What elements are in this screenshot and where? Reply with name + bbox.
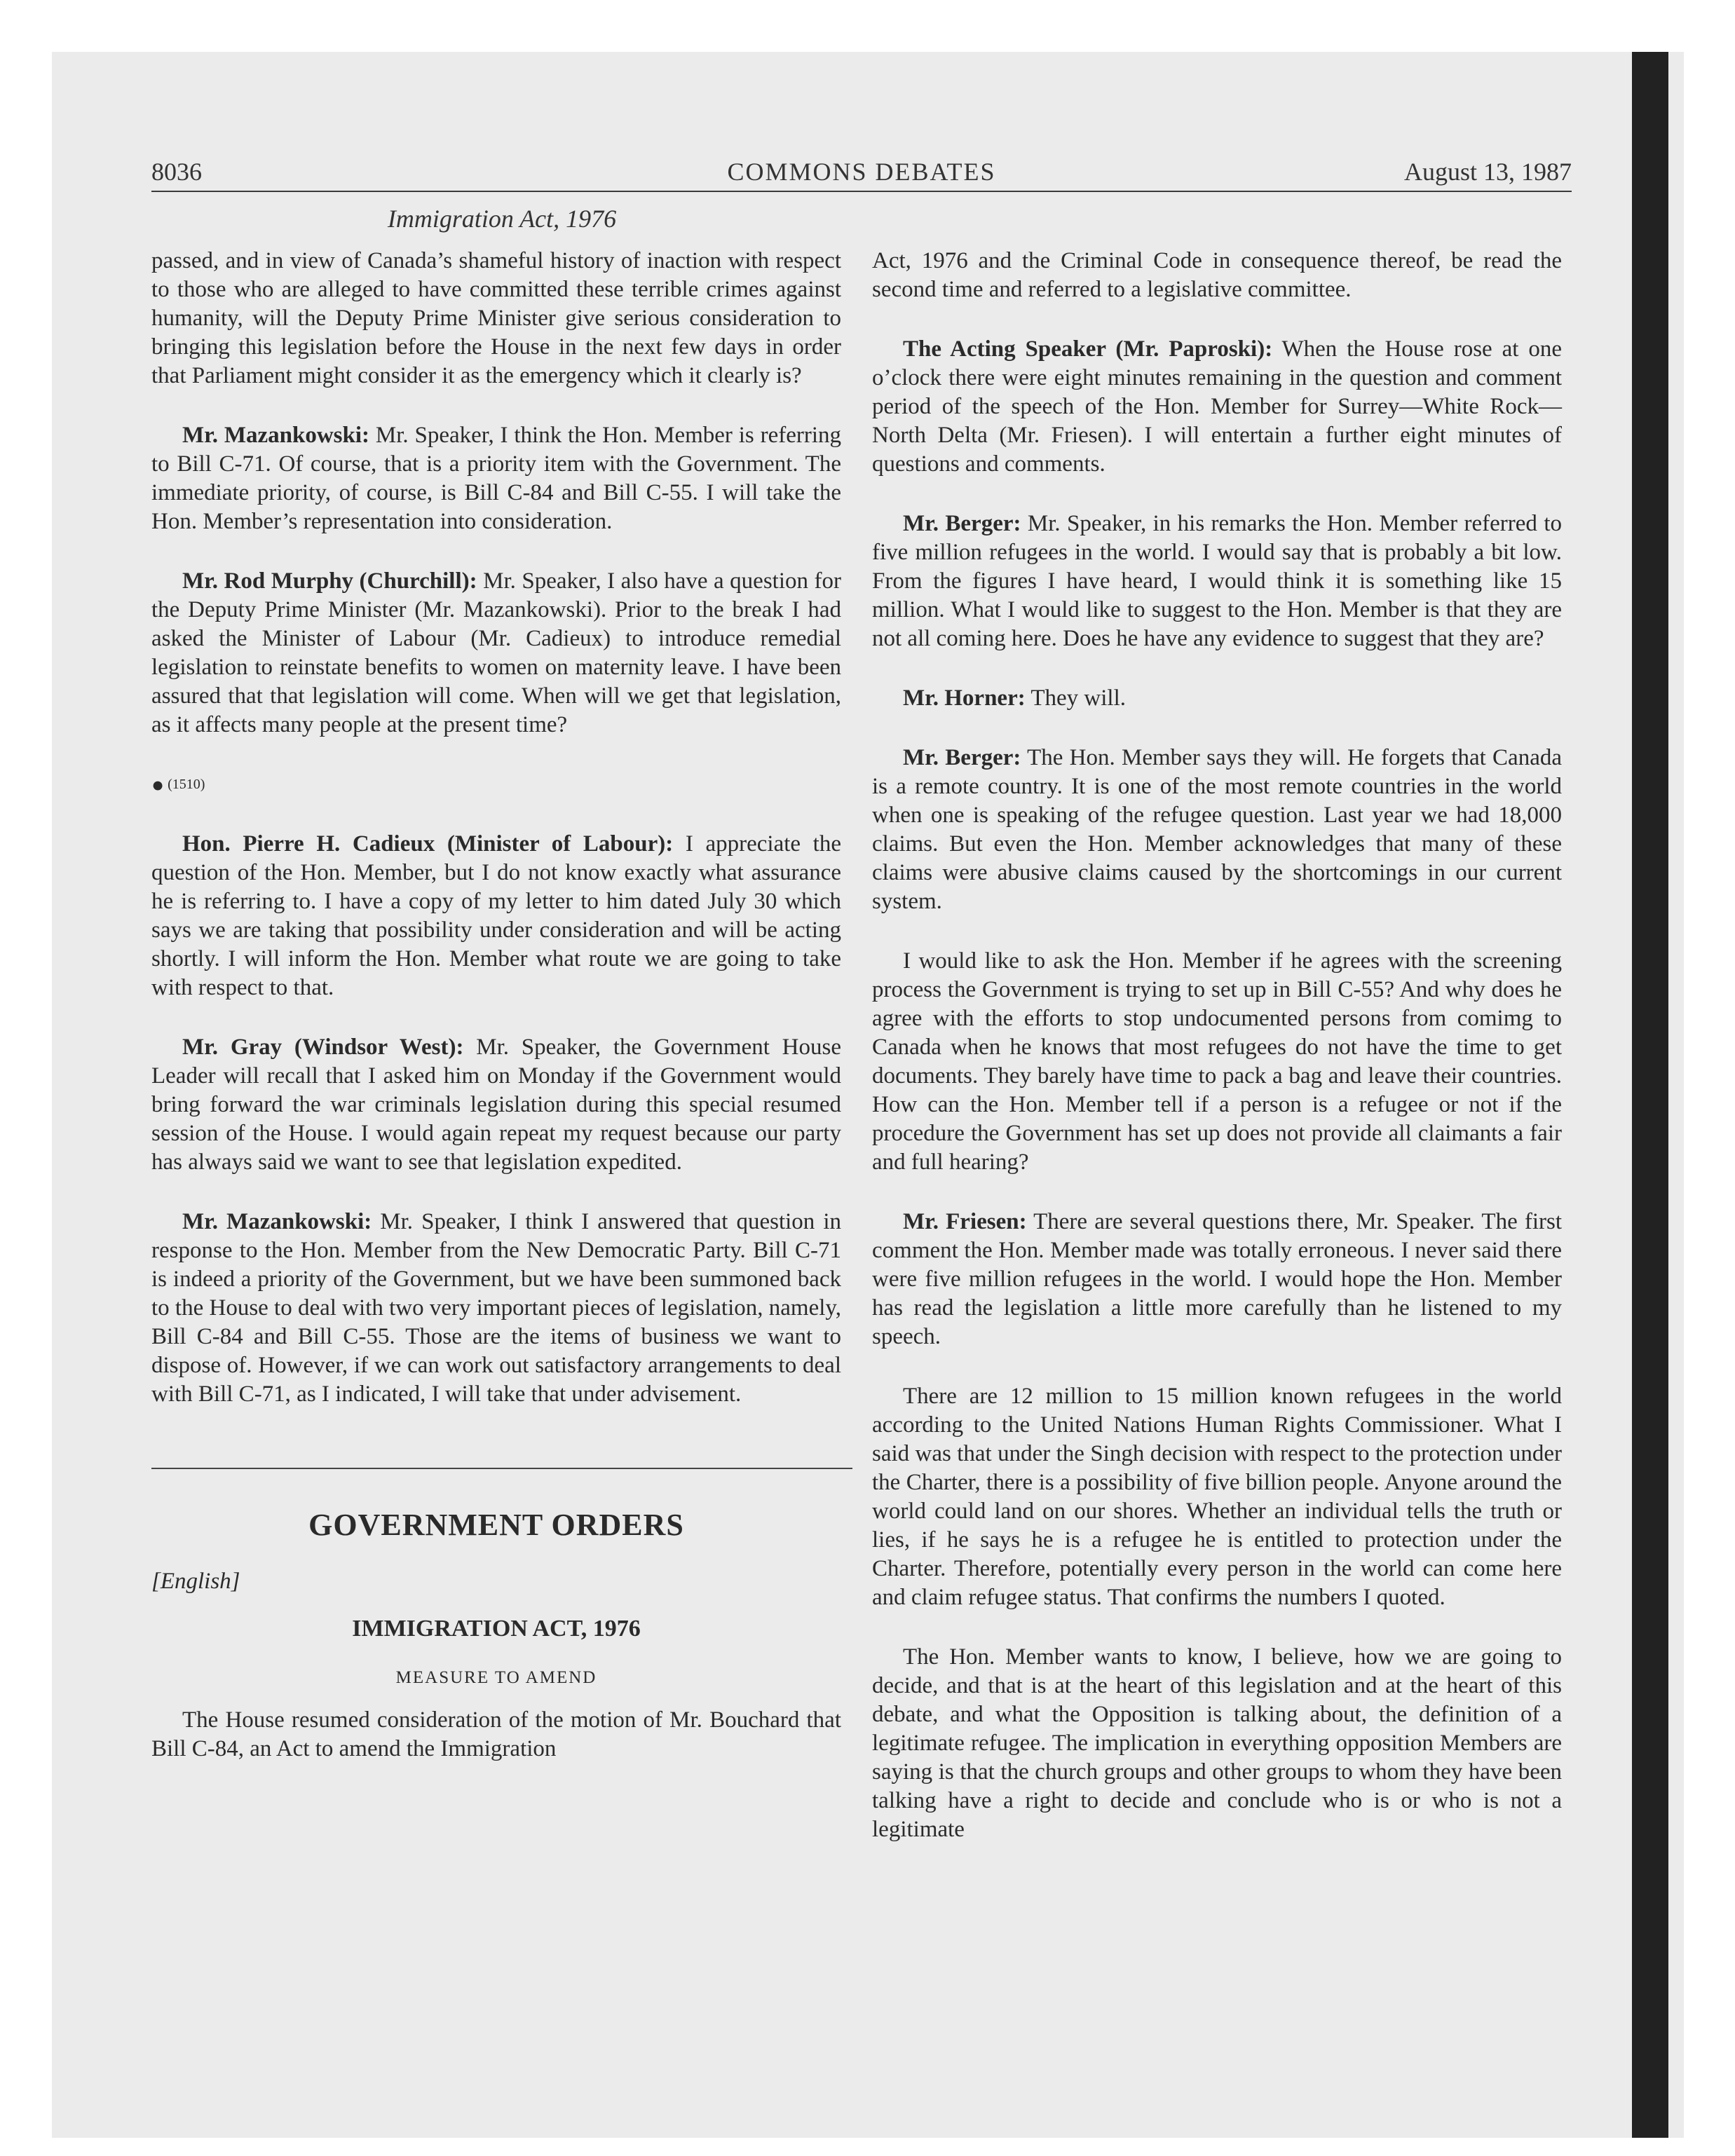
- speech-text: Mr. Speaker, the Government House Leader will recall that I asked him on Monday if the Government would bring forward the war criminals legislation during this special resumed session of the House. I would again repeat my request because our party has always said we want to see that legislation expedited.: [151, 1035, 842, 1175]
- running-header: [151, 153, 1572, 192]
- act-heading: IMMIGRATION ACT, 1976: [352, 1616, 641, 1642]
- paragraph: [151, 567, 841, 739]
- speaker-name: Mr. Rod Murphy (Churchill):: [182, 568, 477, 594]
- right-column: [872, 247, 1562, 1875]
- paragraph: passed, and in view of Canada’s shameful history of inaction with respect to those who are alleged to have committed these terrible crimes against humanity, will the Deputy Prime Minister give serious consideration to bringing this legislation before the House in the next few days in order that Parliament might consider it as the emergency which it clearly is?: [151, 248, 841, 388]
- paragraph: [151, 421, 841, 536]
- speech-text: Mr. Speaker, I also have a question for the Deputy Prime Minister (Mr. Mazankowski). Prior to the break I had asked the Minister of Labour (Mr. Cadieux) to introduce remedial legislation to reinstate benefits to women on maternity leave. I have been assured that that legislation will come. When will we get that legislation, as it affects many people at the present time?: [151, 568, 841, 737]
- section-divider: [151, 1468, 852, 1469]
- speaker-name: Mr. Horner:: [903, 685, 1026, 711]
- paragraph: Act, 1976 and the Criminal Code in consequence thereof, be read the second time and referred to a legislative committee.: [872, 248, 1562, 302]
- paragraph: [151, 830, 841, 1002]
- paragraph: [872, 510, 1562, 653]
- speech-text: I appreciate the question of the Hon. Member, but I do not know exactly what assurance he is referring to. I have a copy of my letter to him dated July 30 which says we are taking that possibility under consideration and will be acting shortly. I will inform the Hon. Member what route we are going to take with respect to that.: [151, 831, 841, 1001]
- speech-text: They will.: [1025, 685, 1127, 711]
- speaker-name: Mr. Mazankowski:: [182, 423, 370, 448]
- paragraph: There are 12 million to 15 million known refugees in the world according to the United Nations Human Rights Commissioner. What I said was that under the Singh decision with respect to the protection under the Charter, there is a possibility of five billion people. Anyone around the world could land on our shores. Whether an individual tells the truth or lies, if he says he is a refugee he is entitled to protection under the Charter. Therefore, potentially every person in the world can come here and claim refugee status. That confirms the numbers I quoted.: [872, 1384, 1562, 1610]
- speech-text: When the House rose at one o’clock there were eight minutes remaining in the question and comment period of the speech of the Hon. Member for Surrey—White Rock—North Delta (Mr. Friesen). I will entertain a further eight minutes of questions and comments.: [872, 336, 1562, 477]
- paragraph: I would like to ask the Hon. Member if he agrees with the screening process the Government is trying to set up in Bill C-55? And why does he agree with the efforts to stop undocumented persons from comimg to Canada when he knows that most refugees do not have the time to get documents. They barely have time to pack a bag and leave their countries. How can the Hon. Member tell if a person is a refugee or not if the procedure the Government has set up does not provide all claimants a fair and full hearing?: [872, 948, 1562, 1175]
- publication-date: August 13, 1987: [1403, 158, 1572, 186]
- bullet-icon: ●: [151, 773, 165, 797]
- paragraph: [872, 1208, 1562, 1351]
- paragraph: [872, 684, 1562, 713]
- language-tag: [English]: [151, 1569, 240, 1595]
- paragraph: The House resumed consideration of the motion of Mr. Bouchard that Bill C-84, an Act to amend the Immigration: [151, 1707, 841, 1762]
- paragraph: [872, 335, 1562, 479]
- time-marker: [151, 770, 841, 799]
- paragraph: [872, 744, 1562, 916]
- speaker-name: Mr. Gray (Windsor West):: [182, 1035, 464, 1060]
- speaker-name: Mr. Friesen:: [903, 1209, 1027, 1234]
- publication-title: COMMONS DEBATES: [727, 158, 996, 186]
- speech-text: Mr. Speaker, in his remarks the Hon. Member referred to five million refugees in the world. I would say that is probably a bit low. From the figures I have heard, I would think it is something like 15 million. What I would like to suggest to the Hon. Member is that they are not all coming here. Does he have any evidence to suggest that they are?: [872, 511, 1562, 651]
- left-column: [151, 247, 841, 1794]
- speech-text: The Hon. Member says they will. He forgets that Canada is a remote country. It is one of the most remote countries in the world when one is speaking of the refugee question. Last year we had 18,000 claims. But even the Hon. Member acknowledges that many of these claims were abusive claims caused by the shortcomings in our current system.: [872, 745, 1562, 914]
- speech-text: Mr. Speaker, I think I answered that question in response to the Hon. Member from the New Democratic Party. Bill C-71 is indeed a priority of the Government, but we have been summoned back to the House to deal with two very important pieces of legislation, namely, Bill C-84 and Bill C-55. Those are the items of business we want to dispose of. However, if we can work out satisfactory arrangements to deal with Bill C-71, as I indicated, I will take that under advisement.: [151, 1209, 842, 1407]
- time-marker-text: (1510): [168, 777, 205, 792]
- scan-edge: [1632, 52, 1668, 2138]
- section-heading: GOVERNMENT ORDERS: [308, 1508, 684, 1543]
- speaker-name: Mr. Berger:: [903, 511, 1021, 536]
- speaker-name: Mr. Berger:: [903, 745, 1021, 770]
- paragraph: [151, 1208, 841, 1409]
- act-subheading: MEASURE TO AMEND: [395, 1668, 597, 1688]
- speech-text: Mr. Speaker, I think the Hon. Member is referring to Bill C-71. Of course, that is a priority item with the Government. The immediate priority, of course, is Bill C-84 and Bill C-55. I will take the Hon. Member’s representation into consideration.: [151, 423, 842, 534]
- paragraph: [151, 1033, 841, 1177]
- speaker-name: Hon. Pierre H. Cadieux (Minister of Labour):: [182, 831, 674, 857]
- page-number: 8036: [151, 158, 202, 186]
- speaker-name: The Acting Speaker (Mr. Paproski):: [903, 336, 1273, 362]
- paragraph: The Hon. Member wants to know, I believe, how we are going to decide, and that is at the heart of this legislation and at the heart of this debate, and what the Opposition is talking about, the definition of a legitimate refugee. The implication in everything opposition Members are saying is that the church groups and other groups to whom they have been talking have a right to decide and conclude who is or who is not a legitimate: [872, 1644, 1562, 1842]
- running-subject: Immigration Act, 1976: [387, 205, 617, 233]
- speaker-name: Mr. Mazankowski:: [182, 1209, 372, 1235]
- speech-text: There are several questions there, Mr. Speaker. The first comment the Hon. Member made was totally erroneous. I never said there were five million refugees in the world. I would hope the Hon. Member has read the legislation a little more carefully than he listened to my speech.: [872, 1209, 1562, 1349]
